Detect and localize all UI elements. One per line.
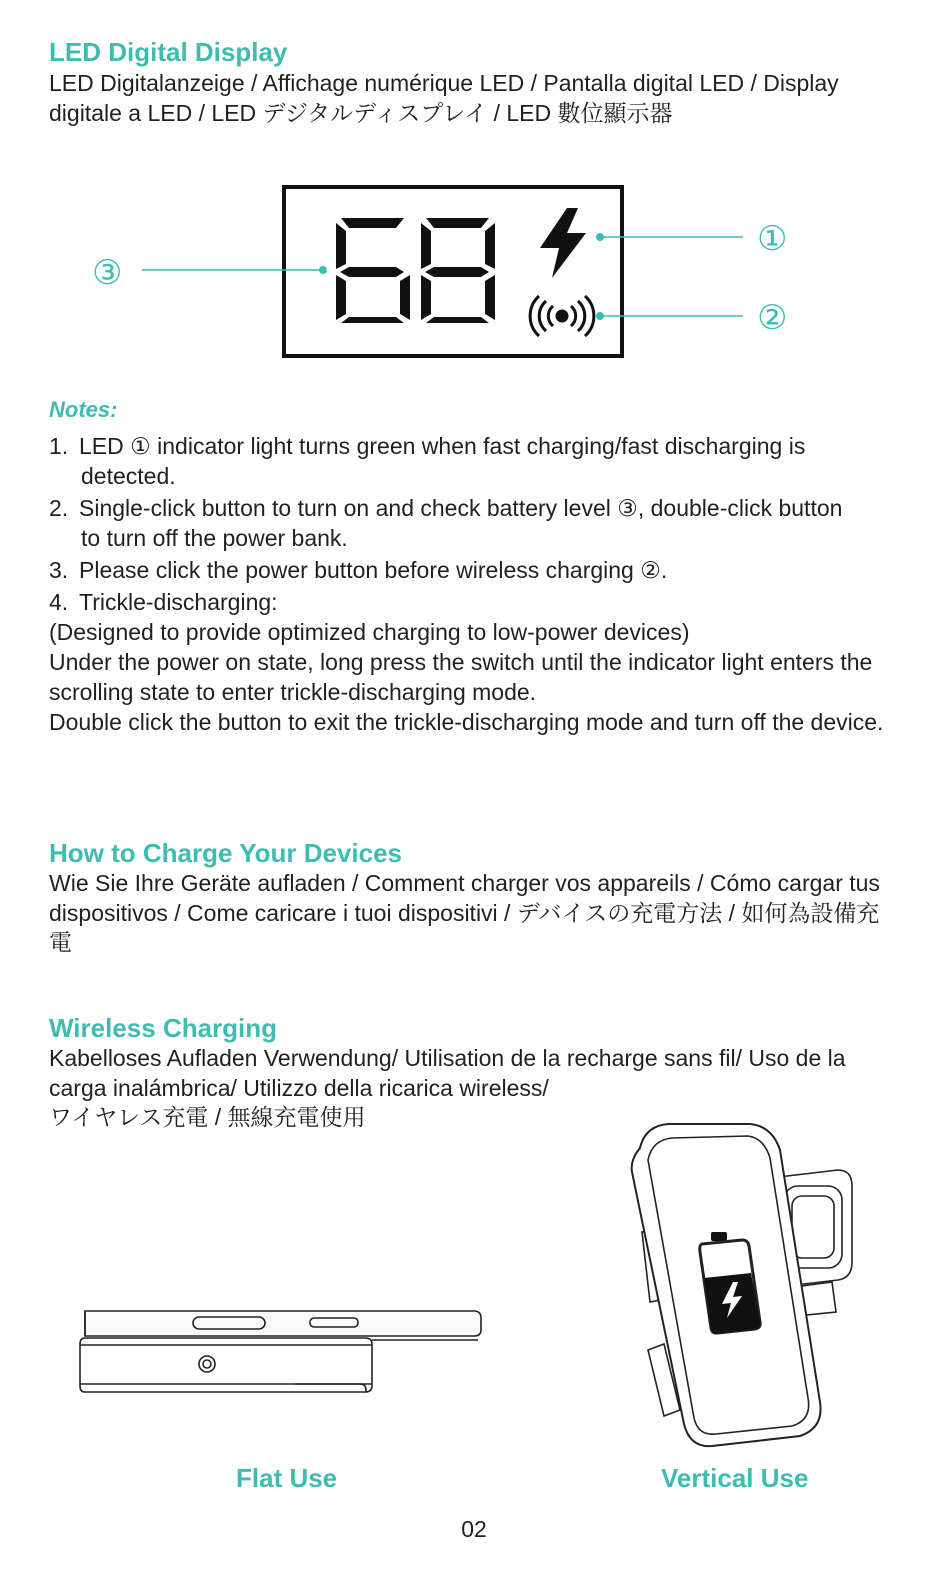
- page-number: 02: [461, 1516, 487, 1542]
- section-title-charge: How to Charge Your Devices: [49, 838, 403, 868]
- notes-list: [49, 431, 899, 737]
- note-item: [49, 493, 899, 553]
- note-item: [49, 587, 899, 617]
- note-text: Please click the power button before wireless charging ②.: [79, 557, 668, 583]
- callout-2-label: ②: [757, 298, 788, 338]
- note-text: LED ① indicator light turns green when fast charging/fast discharging is: [79, 433, 806, 459]
- note-number: 4.: [49, 589, 69, 615]
- section-title-led: LED Digital Display: [49, 37, 288, 67]
- callout-1-label: ①: [757, 219, 788, 259]
- note-item: [49, 555, 899, 585]
- note-continuation: detected.: [81, 463, 176, 489]
- wireless-translations: [49, 1044, 889, 1133]
- note-number: 3.: [49, 557, 69, 583]
- led-translations: LED Digitalanzeige / Affichage numérique LED / Pantalla digital LED / Display digitale a LED / LED デジタルディスプレイ / LED 數位顯示器: [49, 70, 839, 126]
- note-extra-line: Double click the button to exit the trickle-discharging mode and turn off the device.: [49, 709, 884, 735]
- wireless-translations-line1: Kabelloses Aufladen Verwendung/ Utilisation de la recharge sans fil/ Uso de la carga inalámbrica/ Utilizzo della ricarica wireless/: [49, 1045, 846, 1101]
- callout-2: [596, 298, 787, 338]
- note-extra-line: (Designed to provide optimized charging to low-power devices): [49, 619, 690, 645]
- notes-title: Notes:: [49, 397, 118, 422]
- vertical-use-illustration: [632, 1124, 852, 1446]
- note-text: Single-click button to turn on and check battery level ③, double-click button: [79, 495, 843, 521]
- caption-flat-use: Flat Use: [236, 1463, 338, 1493]
- note-number: 1.: [49, 433, 69, 459]
- callout-3-label: ③: [92, 253, 123, 293]
- note-extra-line: Under the power on state, long press the switch until the indicator light enters the scrolling state to enter trickle-discharging mode.: [49, 649, 873, 705]
- note-continuation: to turn off the power bank.: [81, 525, 348, 551]
- section-title-wireless: Wireless Charging: [49, 1013, 278, 1043]
- caption-vertical-use: Vertical Use: [661, 1463, 809, 1493]
- charge-translations: Wie Sie Ihre Geräte aufladen / Comment charger vos appareils / Cómo cargar tus dispositivos / Come caricare i tuoi dispositivi / デバイスの充電方法 / 如何為設備充電: [49, 870, 880, 955]
- note-item: [49, 431, 899, 491]
- wireless-translations-line2: ワイヤレス充電 / 無線充電使用: [49, 1104, 366, 1130]
- callout-1: [596, 219, 787, 259]
- flat-use-illustration: [80, 1311, 481, 1392]
- note-text: Trickle-discharging:: [79, 589, 278, 615]
- note-number: 2.: [49, 495, 69, 521]
